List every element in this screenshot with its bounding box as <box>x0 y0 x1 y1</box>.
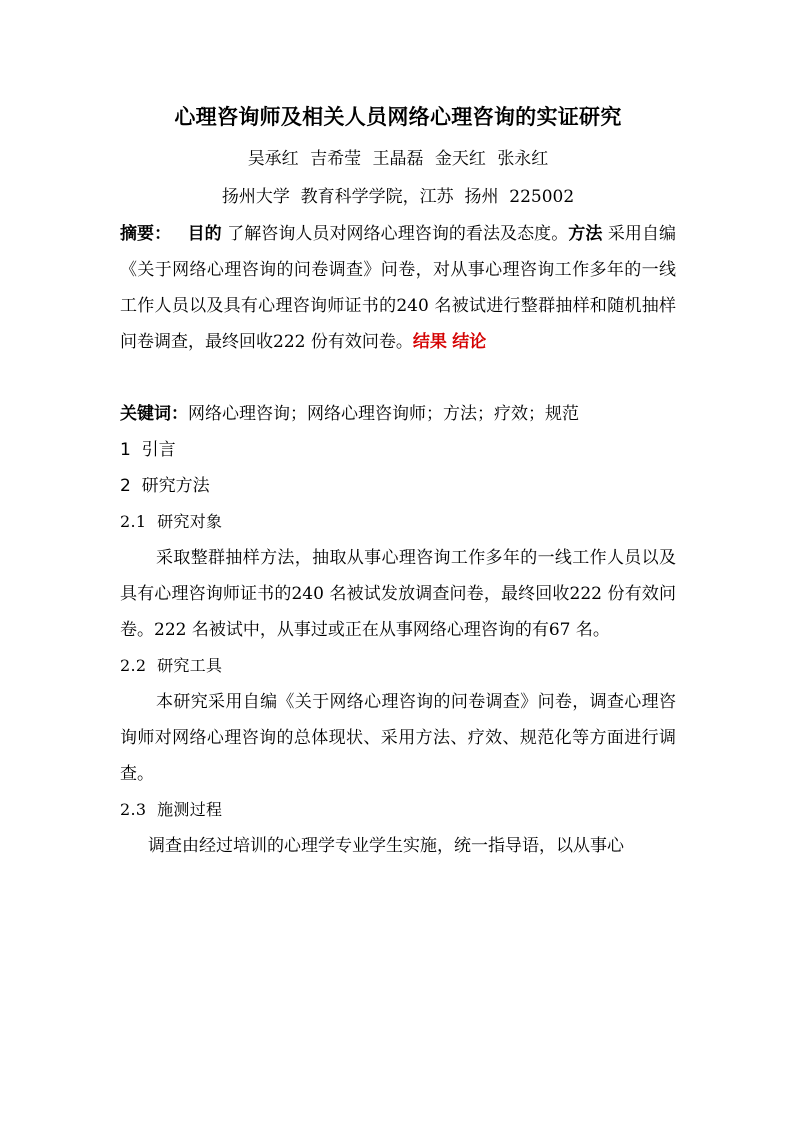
author-name: 吴承红 <box>247 149 299 169</box>
subsection-heading-tools: 2.2 研究工具 <box>120 656 223 675</box>
abstract <box>120 216 676 360</box>
keywords-label: 关键词： <box>120 404 188 424</box>
purpose-text: 了解咨询人员对网络心理咨询的看法及态度。 <box>221 224 569 244</box>
section-heading-methods: 2 研究方法 <box>120 476 210 496</box>
keywords-text: 网络心理咨询；网络心理咨询师；方法；疗效；规范 <box>188 404 579 424</box>
subsection-text-tools: 本研究采用自编《关于网络心理咨询的问卷调查》问卷，调查心理咨询师对网络心理咨询的总体现状、采用方法、疗效、规范化等方面进行调查。 <box>120 692 676 784</box>
affiliation: 扬州大学 教育科学学院，江苏 扬州 225002 <box>221 187 575 207</box>
paper-title: 心理咨询师及相关人员网络心理咨询的实证研究 <box>174 104 622 129</box>
author-name: 吉希莹 <box>310 149 362 169</box>
author-name: 张永红 <box>497 149 549 169</box>
author-list <box>120 140 676 178</box>
author-name: 王晶磊 <box>372 149 424 169</box>
result-label: 结果 <box>412 332 447 352</box>
section-heading-introduction: 1 引言 <box>120 440 176 460</box>
conclusion-label: 结论 <box>452 332 487 352</box>
paper-body <box>120 98 676 864</box>
subsection-heading-procedure: 2.3 施测过程 <box>120 800 223 819</box>
subsection-text-subjects: 采取整群抽样方法，抽取从事心理咨询工作多年的一线工作人员以及具有心理咨询师证书的240 名被试发放调查问卷，最终回收222 份有效问卷。222 名被试中，从事过或正在从事网络心理咨询的有67 名。 <box>120 548 676 640</box>
method-text: 采用自编《关于网络心理咨询的问卷调查》问卷，对从事心理咨询工作多年的一线工作人员以及具有心理咨询师证书的240 名被试进行整群抽样和随机抽样问卷调查，最终回收222 份有效问卷。 <box>120 224 677 352</box>
subsection-text-procedure: 调查由经过培训的心理学专业学生实施，统一指导语，以从事心 <box>148 836 624 856</box>
method-label: 方法 <box>568 224 603 244</box>
author-name: 金天红 <box>434 149 486 169</box>
subsection-heading-subjects: 2.1 研究对象 <box>120 512 223 531</box>
abstract-label: 摘要： <box>120 224 172 244</box>
purpose-label: 目的 <box>187 224 222 244</box>
keywords <box>120 396 676 432</box>
